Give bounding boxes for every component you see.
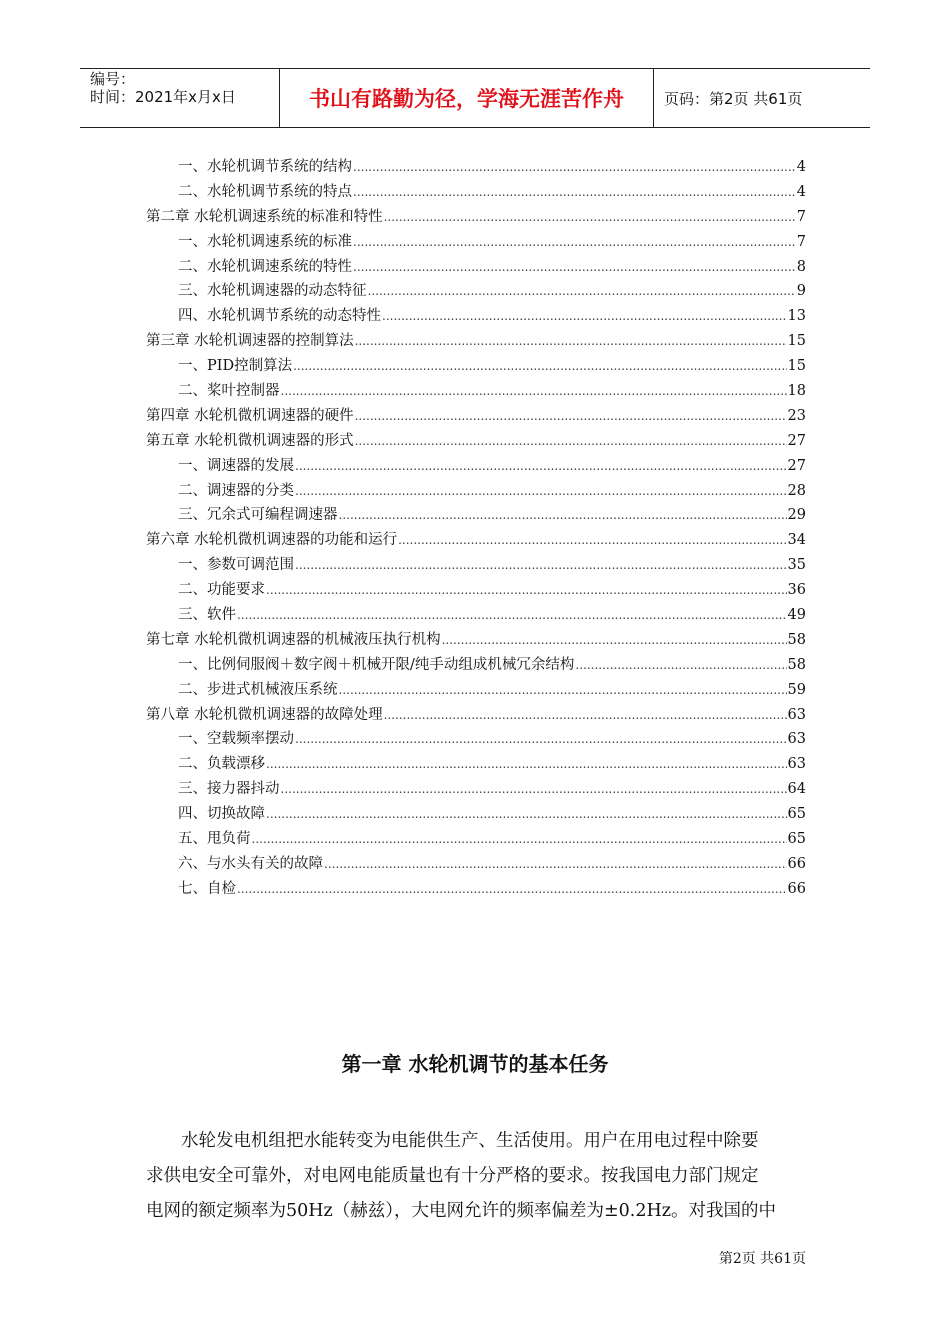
toc-section-entry[interactable] xyxy=(146,752,806,777)
toc-leader-dots xyxy=(355,329,787,354)
page-header xyxy=(80,68,870,128)
toc-entry-title: 一、水轮机调速系统的标准 xyxy=(178,233,352,250)
toc-section-entry[interactable] xyxy=(146,155,806,180)
toc-section-entry[interactable] xyxy=(146,503,806,528)
toc-leader-dots xyxy=(295,479,787,504)
toc-section-entry[interactable] xyxy=(146,827,806,852)
toc-entry-title: 三、水轮机调速器的动态特征 xyxy=(178,283,367,300)
toc-section-entry[interactable] xyxy=(146,255,806,280)
toc-section-entry[interactable] xyxy=(146,479,806,504)
toc-section-entry[interactable] xyxy=(146,653,806,678)
toc-page-number: 65 xyxy=(787,806,806,823)
body-line: 水轮发电机组把水能转变为电能供生产、生活使用。用户在用电过程中除要 xyxy=(146,1131,759,1151)
toc-section-entry[interactable] xyxy=(146,852,806,877)
toc-leader-dots xyxy=(293,354,786,379)
toc-leader-dots xyxy=(266,802,787,827)
toc-page-number: 58 xyxy=(787,631,806,648)
toc-chapter-entry[interactable] xyxy=(146,528,806,553)
toc-page-number: 36 xyxy=(787,582,806,599)
toc-section-entry[interactable] xyxy=(146,180,806,205)
toc-entry-title: 一、参数可调范围 xyxy=(178,557,294,574)
toc-leader-dots xyxy=(382,304,787,329)
toc-section-entry[interactable] xyxy=(146,777,806,802)
toc-leader-dots xyxy=(398,528,786,553)
number-label: 编号： xyxy=(90,70,136,88)
toc-section-entry[interactable] xyxy=(146,578,806,603)
toc-leader-dots xyxy=(295,727,787,752)
toc-page-number: 15 xyxy=(787,333,806,350)
toc-leader-dots xyxy=(237,877,787,902)
body-line: 电网的额定频率为50Hz（赫兹），大电网允许的频率偏差为±0.2Hz。对我国的中 xyxy=(146,1201,776,1221)
toc-entry-title: 三、冗余式可编程调速器 xyxy=(178,507,338,524)
toc-page-number: 13 xyxy=(787,308,806,325)
toc-page-number: 27 xyxy=(787,457,806,474)
toc-leader-dots xyxy=(237,603,787,628)
toc-page-number: 15 xyxy=(787,358,806,375)
table-of-contents xyxy=(146,155,806,902)
toc-section-entry[interactable] xyxy=(146,877,806,902)
toc-page-number: 63 xyxy=(787,731,806,748)
toc-leader-dots xyxy=(384,205,796,230)
toc-entry-title: 三、接力器抖动 xyxy=(178,781,280,798)
toc-leader-dots xyxy=(353,180,796,205)
body-line: 求供电安全可靠外，对电网电能质量也有十分严格的要求。按我国电力部门规定 xyxy=(146,1166,759,1186)
toc-entry-title: 第八章 水轮机微机调速器的故障处理 xyxy=(146,706,383,723)
toc-section-entry[interactable] xyxy=(146,230,806,255)
toc-entry-title: 三、软件 xyxy=(178,607,236,624)
toc-entry-title: 第二章 水轮机调速系统的标准和特性 xyxy=(146,208,383,225)
toc-entry-title: 第四章 水轮机微机调速器的硬件 xyxy=(146,407,354,424)
body-paragraph xyxy=(146,1124,808,1229)
toc-entry-title: 二、水轮机调节系统的特点 xyxy=(178,183,352,200)
toc-entry-title: 一、比例伺服阀＋数字阀＋机械开限/纯手动组成机械冗余结构 xyxy=(178,656,575,673)
chapter-title: 第一章 水轮机调节的基本任务 xyxy=(341,1052,609,1076)
toc-page-number: 34 xyxy=(787,532,806,549)
toc-page-number: 18 xyxy=(787,383,806,400)
toc-chapter-entry[interactable] xyxy=(146,404,806,429)
toc-page-number: 8 xyxy=(796,258,806,275)
toc-section-entry[interactable] xyxy=(146,354,806,379)
toc-leader-dots xyxy=(355,429,787,454)
toc-leader-dots xyxy=(324,852,787,877)
toc-page-number: 49 xyxy=(787,607,806,624)
toc-section-entry[interactable] xyxy=(146,279,806,304)
toc-leader-dots xyxy=(339,678,787,703)
toc-section-entry[interactable] xyxy=(146,603,806,628)
toc-entry-title: 第六章 水轮机微机调速器的功能和运行 xyxy=(146,532,398,549)
toc-page-number: 7 xyxy=(796,233,806,250)
page-footer: 第2页 共61页 xyxy=(718,1251,806,1267)
toc-leader-dots xyxy=(295,553,787,578)
toc-page-number: 4 xyxy=(796,183,806,200)
toc-entry-title: 二、功能要求 xyxy=(178,582,265,599)
toc-entry-title: 二、调速器的分类 xyxy=(178,482,294,499)
toc-section-entry[interactable] xyxy=(146,379,806,404)
time-label: 时间：2021年x月x日 xyxy=(90,88,236,106)
toc-leader-dots xyxy=(575,653,786,678)
toc-page-number: 66 xyxy=(787,855,806,872)
toc-chapter-entry[interactable] xyxy=(146,429,806,454)
toc-page-number: 28 xyxy=(787,482,806,499)
toc-leader-dots xyxy=(353,255,796,280)
toc-page-number: 7 xyxy=(796,208,806,225)
toc-leader-dots xyxy=(281,777,787,802)
toc-page-number: 58 xyxy=(787,656,806,673)
toc-entry-title: 一、调速器的发展 xyxy=(178,457,294,474)
toc-leader-dots xyxy=(355,404,787,429)
toc-leader-dots xyxy=(266,752,787,777)
toc-entry-title: 一、水轮机调节系统的结构 xyxy=(178,159,352,175)
header-slogan: 书山有路勤为径，学海无涯苦作舟 xyxy=(280,69,654,127)
toc-entry-title: 四、切换故障 xyxy=(178,806,265,823)
toc-entry-title: 二、负载漂移 xyxy=(178,756,265,773)
toc-leader-dots xyxy=(295,454,787,479)
toc-entry-title: 二、桨叶控制器 xyxy=(178,383,280,400)
toc-leader-dots xyxy=(384,703,787,728)
toc-page-number: 23 xyxy=(787,407,806,424)
toc-entry-title: 二、水轮机调速系统的特性 xyxy=(178,258,352,275)
toc-section-entry[interactable] xyxy=(146,304,806,329)
toc-page-number: 63 xyxy=(787,756,806,773)
toc-page-number: 9 xyxy=(796,283,806,300)
toc-entry-title: 四、水轮机调节系统的动态特性 xyxy=(178,308,381,325)
toc-leader-dots xyxy=(266,578,787,603)
toc-entry-title: 七、自检 xyxy=(178,880,236,897)
header-meta xyxy=(80,69,280,127)
toc-entry-title: 一、PID控制算法 xyxy=(178,358,293,375)
toc-section-entry[interactable] xyxy=(146,553,806,578)
toc-leader-dots xyxy=(353,230,796,255)
toc-section-entry[interactable] xyxy=(146,802,806,827)
toc-chapter-entry[interactable] xyxy=(146,628,806,653)
toc-chapter-entry[interactable] xyxy=(146,329,806,354)
toc-entry-title: 第五章 水轮机微机调速器的形式 xyxy=(146,432,354,449)
toc-entry-title: 第七章 水轮机微机调速器的机械液压执行机构 xyxy=(146,631,441,648)
toc-section-entry[interactable] xyxy=(146,454,806,479)
toc-page-number: 63 xyxy=(787,706,806,723)
toc-entry-title: 五、甩负荷 xyxy=(178,831,251,848)
toc-leader-dots xyxy=(353,155,796,180)
toc-page-number: 35 xyxy=(787,557,806,574)
toc-entry-title: 第三章 水轮机调速器的控制算法 xyxy=(146,333,354,350)
header-page-code: 页码：第2页 共61页 xyxy=(664,89,803,108)
toc-page-number: 65 xyxy=(787,831,806,848)
toc-section-entry[interactable] xyxy=(146,678,806,703)
toc-chapter-entry[interactable] xyxy=(146,205,806,230)
toc-chapter-entry[interactable] xyxy=(146,703,806,728)
toc-leader-dots xyxy=(442,628,787,653)
toc-section-entry[interactable] xyxy=(146,727,806,752)
toc-leader-dots xyxy=(281,379,787,404)
toc-entry-title: 一、空载频率摆动 xyxy=(178,731,294,748)
toc-entry-title: 六、与水头有关的故障 xyxy=(178,855,323,872)
toc-page-number: 29 xyxy=(787,507,806,524)
toc-leader-dots xyxy=(252,827,787,852)
toc-page-number: 66 xyxy=(787,880,806,897)
toc-entry-title: 二、步进式机械液压系统 xyxy=(178,681,338,698)
toc-page-number: 27 xyxy=(787,432,806,449)
toc-page-number: 4 xyxy=(796,159,806,175)
toc-page-number: 59 xyxy=(787,681,806,698)
toc-leader-dots xyxy=(339,503,787,528)
toc-page-number: 64 xyxy=(787,781,806,798)
toc-leader-dots xyxy=(368,279,796,304)
